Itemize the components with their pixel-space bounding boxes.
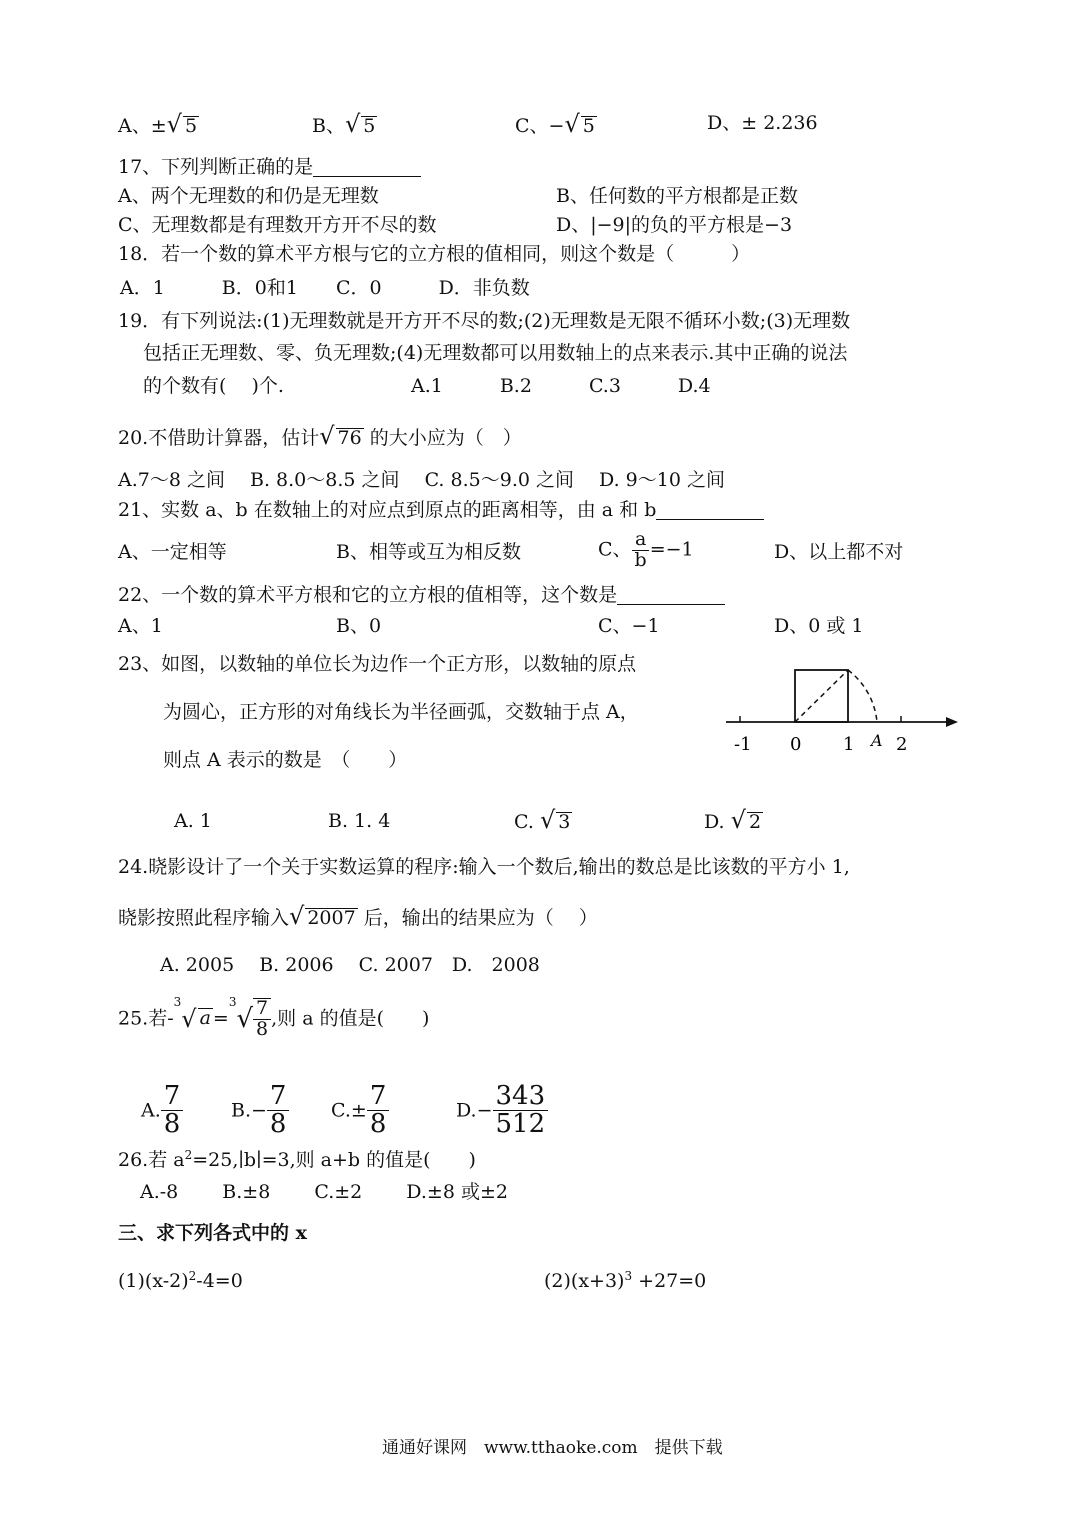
section3-title: 三、求下列各式中的 x	[118, 1222, 307, 1244]
tick-label-neg1: -1	[734, 734, 752, 755]
q17-option-a: A、两个无理数的和仍是无理数	[118, 185, 379, 207]
q25-option-b: B.− $\frac{7}{8}$	[231, 1083, 289, 1139]
q20-options: A.7～8 之间 B. 8.0～8.5 之间 C. 8.5～9.0 之间 D. 9～10 之间	[118, 469, 725, 491]
q18-stem: 18．若一个数的算术平方根与它的立方根的值相同，则这个数是（ ）	[118, 243, 751, 265]
q16-option-c: C、−√ 5	[515, 110, 595, 138]
q16-option-d: D、± 2.236	[707, 112, 818, 134]
q21-option-b: B、相等或互为相反数	[336, 541, 521, 563]
q16-option-a: A、±√ 5	[118, 110, 198, 138]
q21-option-c: C、 $\frac{a}{b}$ =−1	[598, 528, 694, 571]
q22-option-c: C、−1	[598, 615, 660, 637]
number-line-figure	[722, 664, 962, 759]
q22-option-d: D、0 或 1	[774, 615, 864, 637]
q18-options: A．1 B．0和1 C．0 D．非负数	[120, 277, 530, 299]
q22-stem: 22、一个数的算术平方根和它的立方根的值相等，这个数是	[118, 586, 725, 605]
q23-option-a: A. 1	[174, 810, 212, 832]
q23-line1: 23、如图，以数轴的单位长为边作一个正方形，以数轴的原点	[118, 653, 637, 675]
tick-label-0: 0	[790, 734, 802, 755]
q17-option-d: D、|−9|的负的平方根是−3	[556, 214, 793, 236]
q24-line2: 晓影按照此程序输入√ 2007 后，输出的结果应为（ ）	[118, 902, 598, 930]
q22-option-b: B、0	[336, 615, 382, 637]
q16-option-b: B、√ 5	[312, 110, 376, 138]
q24-line1: 24.晓影设计了一个关于实数运算的程序:输入一个数后,输出的数总是比该数的平方小 1,	[118, 856, 850, 878]
equation-2: $(2)(x+3)^3 +27=0$	[544, 1269, 707, 1292]
q25-option-a: A. $\frac{7}{8}$	[141, 1083, 183, 1139]
q23-option-c: C. √ 3	[514, 806, 571, 834]
q17-stem: 17、下列判断正确的是	[118, 158, 421, 177]
equation-1: $(1)(x-2)^2-4=0$	[118, 1269, 243, 1292]
q22-option-a: A、1	[118, 615, 163, 637]
q23-option-b: B. 1. 4	[328, 810, 391, 832]
q25-option-c: C.± $\frac{7}{8}$	[331, 1083, 389, 1139]
q21-stem: 21、实数 a、b 在数轴上的对应点到原点的距离相等，由 a 和 b	[118, 501, 764, 520]
q17-option-c: C、无理数都是有理数开方开不尽的数	[118, 214, 437, 236]
q25-stem: 25.若-$^3$√ a =$^3$√ $\frac{7}{8}$ ,则 a 的值是( )	[118, 995, 430, 1040]
q23-line2: 为圆心，正方形的对角线长为半径画弧，交数轴于点 A，	[163, 701, 639, 723]
q26-stem: 26.若 $a^2=25,∣b∣=3$,则 a+b 的值是( )	[118, 1148, 476, 1171]
page-footer: 通通好课网 www.tthaoke.com 提供下载	[382, 1438, 723, 1458]
tick-label-1: 1	[843, 734, 855, 755]
q23-line3: 则点 A 表示的数是 （ ）	[163, 749, 408, 771]
q25-option-d: D.− $\frac{343}{512}$	[456, 1083, 548, 1139]
q20-stem: 20.不借助计算器，估计√ 76 的大小应为（ ）	[118, 422, 522, 450]
tick-label-2: 2	[896, 734, 908, 755]
q26-options: A.-8 B.±8 C.±2 D.±8 或±2	[140, 1181, 508, 1203]
q21-option-d: D、以上都不对	[774, 541, 904, 563]
q21-option-a: A、一定相等	[118, 541, 227, 563]
q19-options: A.1 B.2 C.3 D.4	[411, 375, 711, 397]
q24-options: A. 2005 B. 2006 C. 2007 D. 2008	[160, 954, 540, 976]
q17-option-b: B、任何数的平方根都是正数	[556, 185, 798, 207]
q23-option-d: D. √ 2	[704, 806, 762, 834]
q19-line3: 的个数有( )个.	[143, 375, 284, 397]
q19-line2: 包括正无理数、零、负无理数;(4)无理数都可以用数轴上的点来表示.其中正确的说法	[143, 342, 848, 364]
q19-line1: 19．有下列说法:(1)无理数就是开方开不尽的数;(2)无理数是无限不循环小数;(3)无理数	[118, 310, 851, 332]
point-a-label: A	[871, 731, 883, 750]
